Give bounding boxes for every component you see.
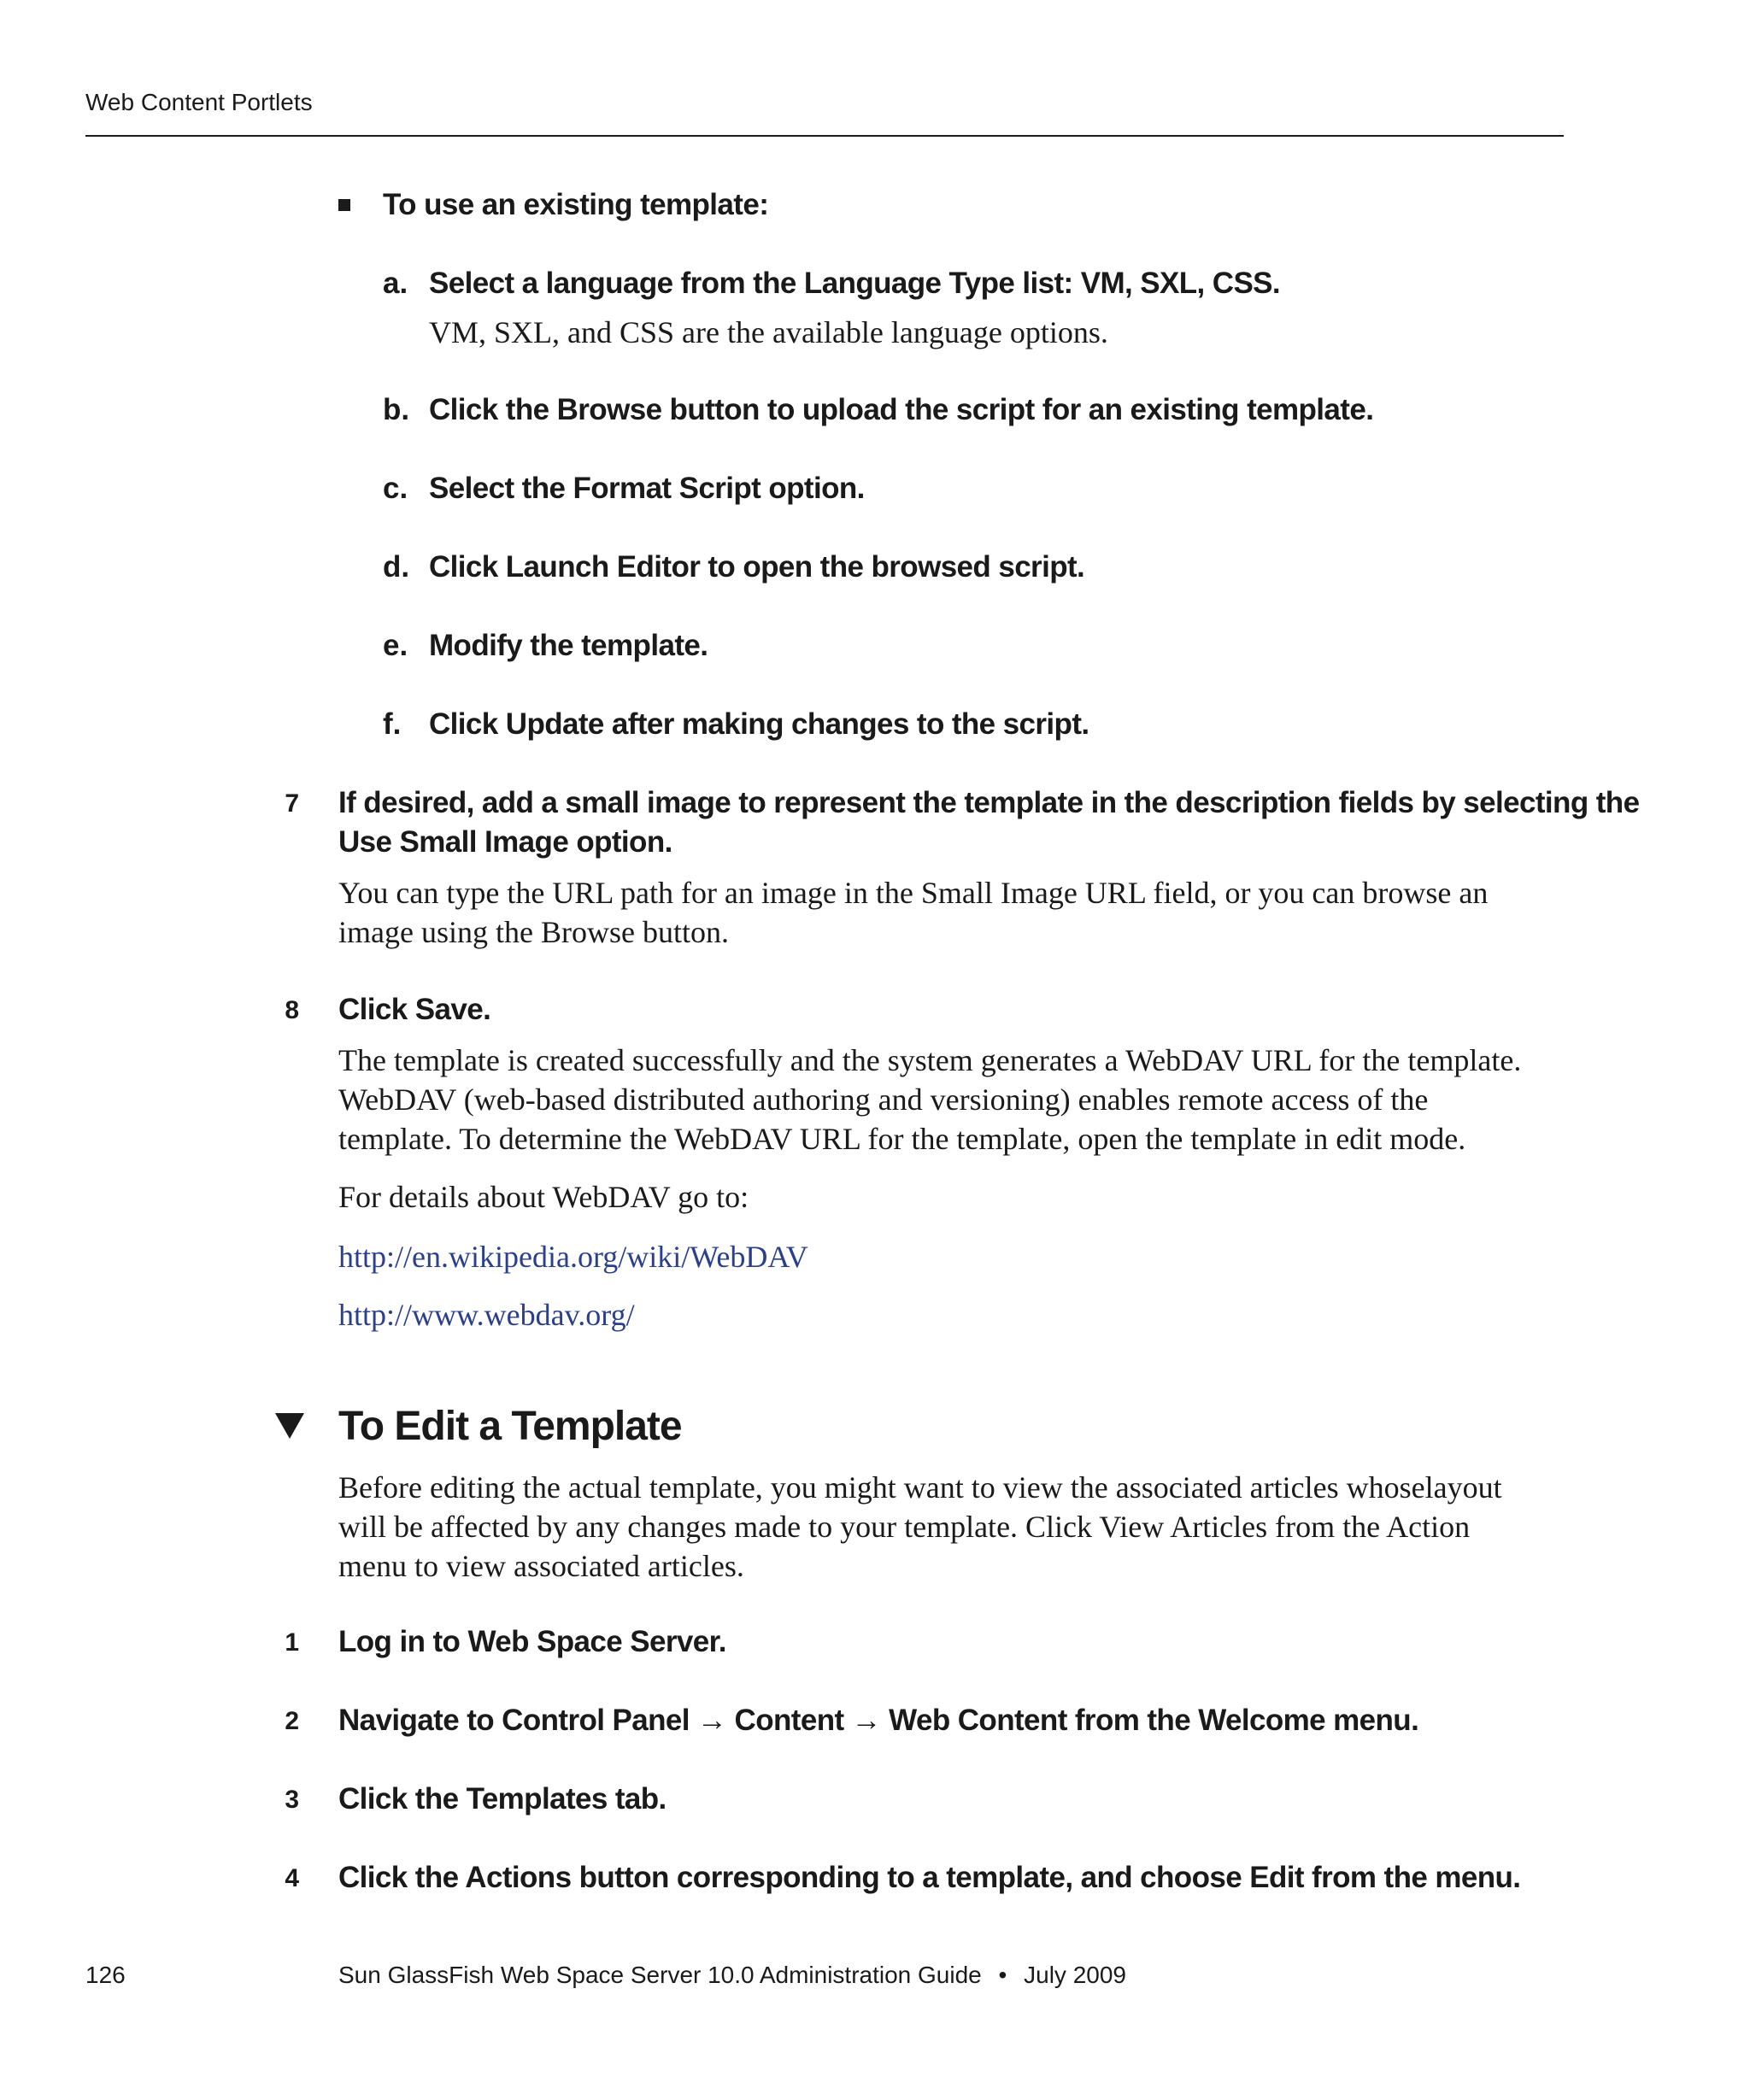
footer-date: July 2009 <box>1024 1962 1126 1988</box>
substep-c-letter: c. <box>383 472 408 505</box>
step-8-body-line3: template. To determine the WebDAV URL for the template, open the template in edit mode. <box>338 1122 1466 1156</box>
header-rule <box>85 135 1564 137</box>
section-title: To Edit a Template <box>338 1404 682 1449</box>
footer-separator: • <box>998 1962 1007 1988</box>
step-7-body-line2: image using the Browse button. <box>338 915 729 949</box>
step-7-title-line1: If desired, add a small image to represent the template in the description fields by selecting the <box>338 786 1640 819</box>
section-intro-line1: Before editing the actual template, you might want to view the associated articles whoselayout <box>338 1470 1502 1505</box>
substep-a-letter: a. <box>383 267 408 300</box>
step-8-number: 8 <box>285 996 299 1024</box>
substep-f-letter: f. <box>383 707 402 741</box>
footer-book-title: Sun GlassFish Web Space Server 10.0 Administration Guide <box>338 1962 982 1988</box>
page-number: 126 <box>85 1962 126 1988</box>
substep-a-note: VM, SXL, and CSS are the available language options. <box>429 315 1108 349</box>
step-7-number: 7 <box>285 789 299 818</box>
substep-c-text: Select the Format Script option. <box>429 472 865 505</box>
substep-e-text: Modify the template. <box>429 629 708 662</box>
triangle-down-icon <box>275 1413 304 1439</box>
running-header: Web Content Portlets <box>85 89 313 115</box>
edit-step-4-number: 4 <box>285 1864 299 1892</box>
substep-f-text: Click Update after making changes to the script. <box>429 707 1089 741</box>
edit-step-4-text: Click the Actions button corresponding to a template, and choose Edit from the menu. <box>338 1861 1521 1894</box>
square-bullet-icon <box>338 199 350 211</box>
step-7-body-line1: You can type the URL path for an image in the Small Image URL field, or you can browse an <box>338 876 1489 910</box>
edit-step-1-number: 1 <box>285 1628 299 1657</box>
substep-d-text: Click Launch Editor to open the browsed script. <box>429 550 1085 584</box>
step-7-title-line2: Use Small Image option. <box>338 825 672 859</box>
substep-e-letter: e. <box>383 629 408 662</box>
footer-line <box>338 1962 1126 1989</box>
step-8-title: Click Save. <box>338 993 491 1026</box>
step-8-body-line2: WebDAV (web-based distributed authoring and versioning) enables remote access of the <box>338 1082 1429 1117</box>
sub-bullet-heading: To use an existing template: <box>383 188 769 221</box>
webdav-org-link[interactable]: http://www.webdav.org/ <box>338 1298 635 1332</box>
substep-b-letter: b. <box>383 393 410 426</box>
edit-step-2-text: Navigate to Control Panel → Content → Web Content from the Welcome menu. <box>338 1704 1419 1737</box>
webdav-wikipedia-link[interactable]: http://en.wikipedia.org/wiki/WebDAV <box>338 1240 808 1274</box>
section-intro-line2: will be affected by any changes made to your template. Click View Articles from the Action <box>338 1510 1471 1544</box>
substep-a-text: Select a language from the Language Type list: VM, SXL, CSS. <box>429 267 1281 300</box>
edit-step-3-number: 3 <box>285 1786 299 1814</box>
step-8-body-line1: The template is created successfully and the system generates a WebDAV URL for the template. <box>338 1043 1522 1077</box>
step-8-details: For details about WebDAV go to: <box>338 1180 749 1214</box>
substep-b-text: Click the Browse button to upload the script for an existing template. <box>429 393 1374 426</box>
edit-step-3-text: Click the Templates tab. <box>338 1782 667 1816</box>
edit-step-1-text: Log in to Web Space Server. <box>338 1625 726 1658</box>
substep-d-letter: d. <box>383 550 410 584</box>
edit-step-2-number: 2 <box>285 1707 299 1735</box>
section-intro-line3: menu to view associated articles. <box>338 1549 744 1583</box>
